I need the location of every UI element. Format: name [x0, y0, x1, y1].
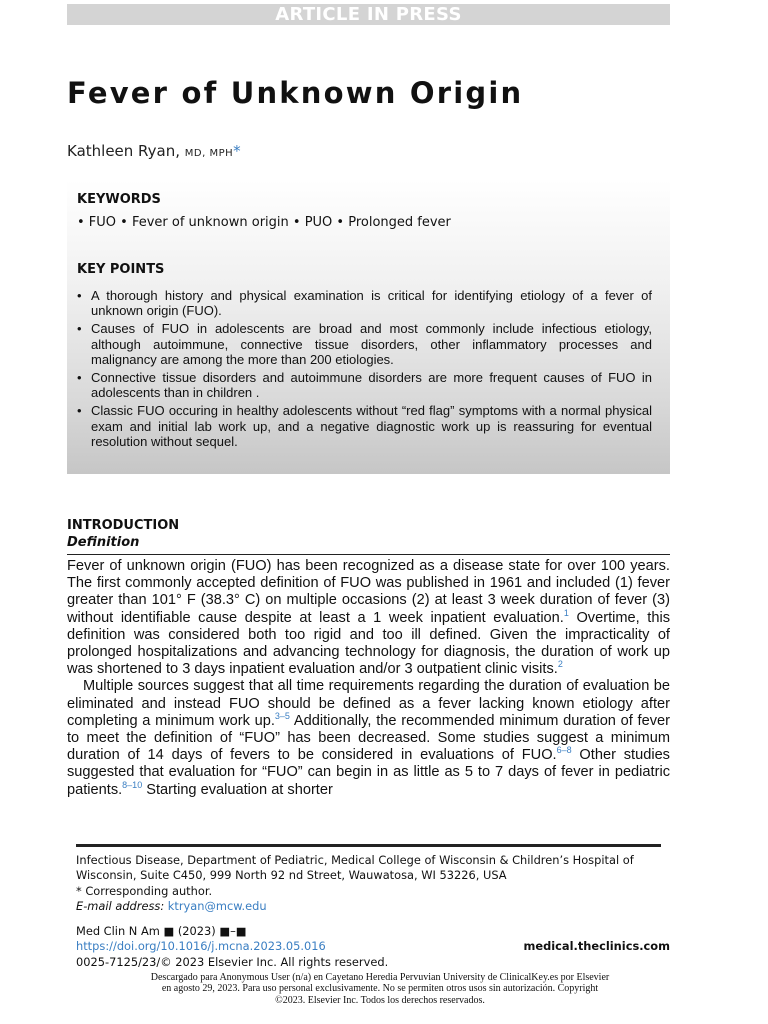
- download-notice: Descargado para Anonymous User (n/a) en Cayetano Heredia Pervuvian University de ClinicalKey.es por Elsevier en agosto 29, 2023. Para uso personal exclusivamente. No se permiten otros usos sin autorización. Copyright ©2023. Elsevier Inc. Todos los derechos reservados.: [150, 972, 610, 1006]
- article-in-press-banner: ARTICLE IN PRESS: [67, 4, 670, 25]
- corresponding-author-marker[interactable]: *: [233, 142, 241, 160]
- email-line: [76, 899, 666, 914]
- reference-link[interactable]: 2: [557, 659, 563, 670]
- key-point-item: • A thorough history and physical examination is critical for identifying etiology of a fever of unknown origin (FUO).: [77, 288, 652, 318]
- reference-link[interactable]: 3–5: [274, 710, 290, 721]
- doi-link[interactable]: https://doi.org/10.1016/j.mcna.2023.05.016: [76, 939, 326, 954]
- author-degrees: MD, MPH: [184, 148, 234, 159]
- issn-copyright: 0025-7125/23/© 2023 Elsevier Inc. All rights reserved.: [76, 954, 389, 969]
- definition-subheading: Definition: [67, 535, 140, 550]
- keywords-heading: KEYWORDS: [77, 192, 161, 207]
- email-link[interactable]: ktryan@mcw.edu: [167, 898, 267, 913]
- key-points-list: [77, 288, 652, 452]
- footnote-divider: [76, 844, 661, 847]
- key-point-item: • Classic FUO occuring in healthy adolescents without “red flag” symptoms with a normal physical exam and initial lab work up, and a negative diagnostic work up is reassuring for eventual resolution without sequel.: [77, 403, 652, 449]
- reference-link[interactable]: 8–10: [122, 779, 143, 790]
- key-points-heading: KEY POINTS: [77, 262, 165, 277]
- keywords-list: • FUO • Fever of unknown origin • PUO • Prolonged fever: [77, 215, 451, 230]
- citation-block: [76, 924, 670, 970]
- author-name: Kathleen Ryan,: [67, 142, 180, 160]
- reference-link[interactable]: 6–8: [556, 745, 572, 756]
- reference-link[interactable]: 1: [563, 607, 569, 618]
- email-label: E-mail address:: [76, 898, 165, 913]
- section-divider: [67, 554, 670, 555]
- author-line: [67, 142, 241, 160]
- paragraph-2: Multiple sources suggest that all time requirements regarding the duration of evaluation be eliminated and instead FUO should be defined as a fever lacking known etiology after completing a minimum work up.$^{3-5}$ Additionally, the recommended minimum duration of fever to meet the definition of “FUO” has been decreased. Some studies suggest a minimum duration of 14 days of fevers to be considered in evaluations of FUO.$^{6-8}$ Other studies suggested that evaluation for “FUO” can begin in as little as 5 to 7 days of fever in pediatric patients.$^{8-10}$ Starting evaluation at shorter: [67, 678, 671, 798]
- affiliation-text: Infectious Disease, Department of Pediatric, Medical College of Wisconsin & Children’s Hospital of Wisconsin, Suite C450, 999 North 92 nd Street, Wauwatosa, WI 53226, USA: [76, 853, 634, 883]
- introduction-heading: INTRODUCTION: [67, 518, 180, 533]
- affiliation-footnote: [76, 853, 666, 914]
- keywords-keypoints-box: [67, 180, 670, 474]
- journal-citation: Med Clin N Am ■ (2023) ■–■: [76, 924, 247, 938]
- article-body: [67, 558, 670, 799]
- paragraph-1: Fever of unknown origin (FUO) has been recognized as a disease state for over 100 years. The first commonly accepted definition of FUO was published in 1961 and included (1) fever greater than 101° F (38.3° C) on multiple occasions (2) at least 3 week duration of fever (3) without identifiable cause despite at least a 1 week inpatient evaluation.$^1$ Overtime, this definition was considered both too rigid and too ill defined. Given the impracticality of prolonged hospitalizations and advancing technology for diagnosis, the duration of work up was shortened to 3 days inpatient evaluation and/or 3 outpatient clinic visits.$^2$: [67, 558, 670, 678]
- corresponding-author-note: * Corresponding author.: [76, 883, 213, 898]
- journal-site: medical.theclinics.com: [523, 939, 670, 953]
- key-point-item: • Connective tissue disorders and autoimmune disorders are more frequent causes of FUO in adolescents than in children .: [77, 370, 652, 400]
- key-point-item: • Causes of FUO in adolescents are broad and most commonly include infectious etiology, although autoimmune, connective tissue disorders, other inflammatory processes and malignancy are among the more than 200 etiologies.: [77, 321, 652, 367]
- article-title: Fever of Unknown Origin: [67, 76, 524, 110]
